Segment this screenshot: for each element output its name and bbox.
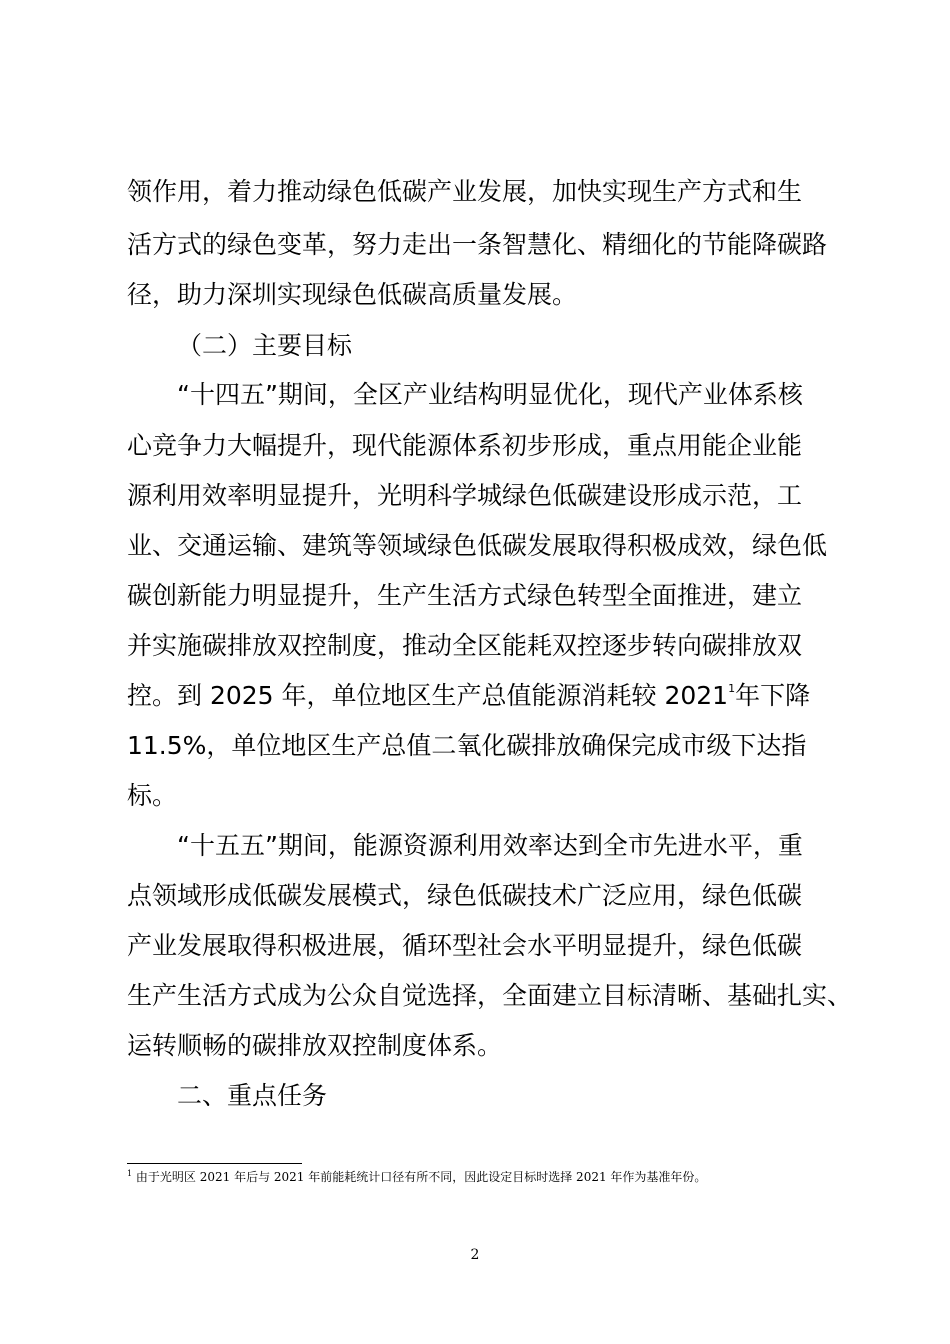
section-heading: （二）主要目标 (177, 331, 353, 360)
body-text-line: “十四五”期间，全区产业结构明显优化，现代产业体系核 (177, 380, 803, 409)
body-text-line: 产业发展取得积极进展，循环型社会水平明显提升，绿色低碳 (127, 931, 803, 960)
body-text-line: 生产生活方式成为公众自觉选择，全面建立目标清晰、基础扎实、 (127, 981, 853, 1010)
body-text-segment: 年下降 (735, 681, 811, 710)
body-text-line: “十五五”期间，能源资源利用效率达到全市先进水平，重 (177, 831, 803, 860)
body-text-segment: 控。到 2025 年，单位地区生产总值能源消耗较 2021 (127, 681, 729, 710)
body-text-line: 源利用效率明显提升，光明科学城绿色低碳建设形成示范，工 (127, 481, 803, 510)
section-heading: 二、重点任务 (177, 1081, 328, 1110)
footnote-marker: 1 (127, 1169, 133, 1178)
body-text-line: 径，助力深圳实现绿色低碳高质量发展。 (127, 280, 578, 309)
footnote-text: 由于光明区 2021 年后与 2021 年前能耗统计口径有所不同，因此设定目标时选择 2021 年作为基准年份。 (132, 1170, 707, 1184)
body-text-line: 标。 (127, 781, 178, 810)
body-text-line (127, 680, 810, 712)
body-text-line: 心竞争力大幅提升，现代能源体系初步形成，重点用能企业能 (127, 431, 803, 460)
page-number: 2 (470, 1247, 480, 1263)
body-text-line: 11.5%，单位地区生产总值二氧化碳排放确保完成市级下达指 (127, 731, 807, 760)
footnote-reference: 1 (728, 682, 736, 695)
body-text-line: 活方式的绿色变革，努力走出一条智慧化、精细化的节能降碳路 (127, 230, 828, 259)
footnote (127, 1169, 706, 1185)
footnote-separator (127, 1163, 302, 1164)
body-text-line: 业、交通运输、建筑等领域绿色低碳发展取得积极成效，绿色低 (127, 531, 828, 560)
body-text-line: 碳创新能力明显提升，生产生活方式绿色转型全面推进，建立 (127, 581, 803, 610)
body-text-line: 运转顺畅的碳排放双控制度体系。 (127, 1031, 503, 1060)
body-text-line: 点领域形成低碳发展模式，绿色低碳技术广泛应用，绿色低碳 (127, 881, 803, 910)
body-text-line: 并实施碳排放双控制度，推动全区能耗双控逐步转向碳排放双 (127, 631, 803, 660)
body-text-line: 领作用，着力推动绿色低碳产业发展，加快实现生产方式和生 (127, 177, 803, 206)
